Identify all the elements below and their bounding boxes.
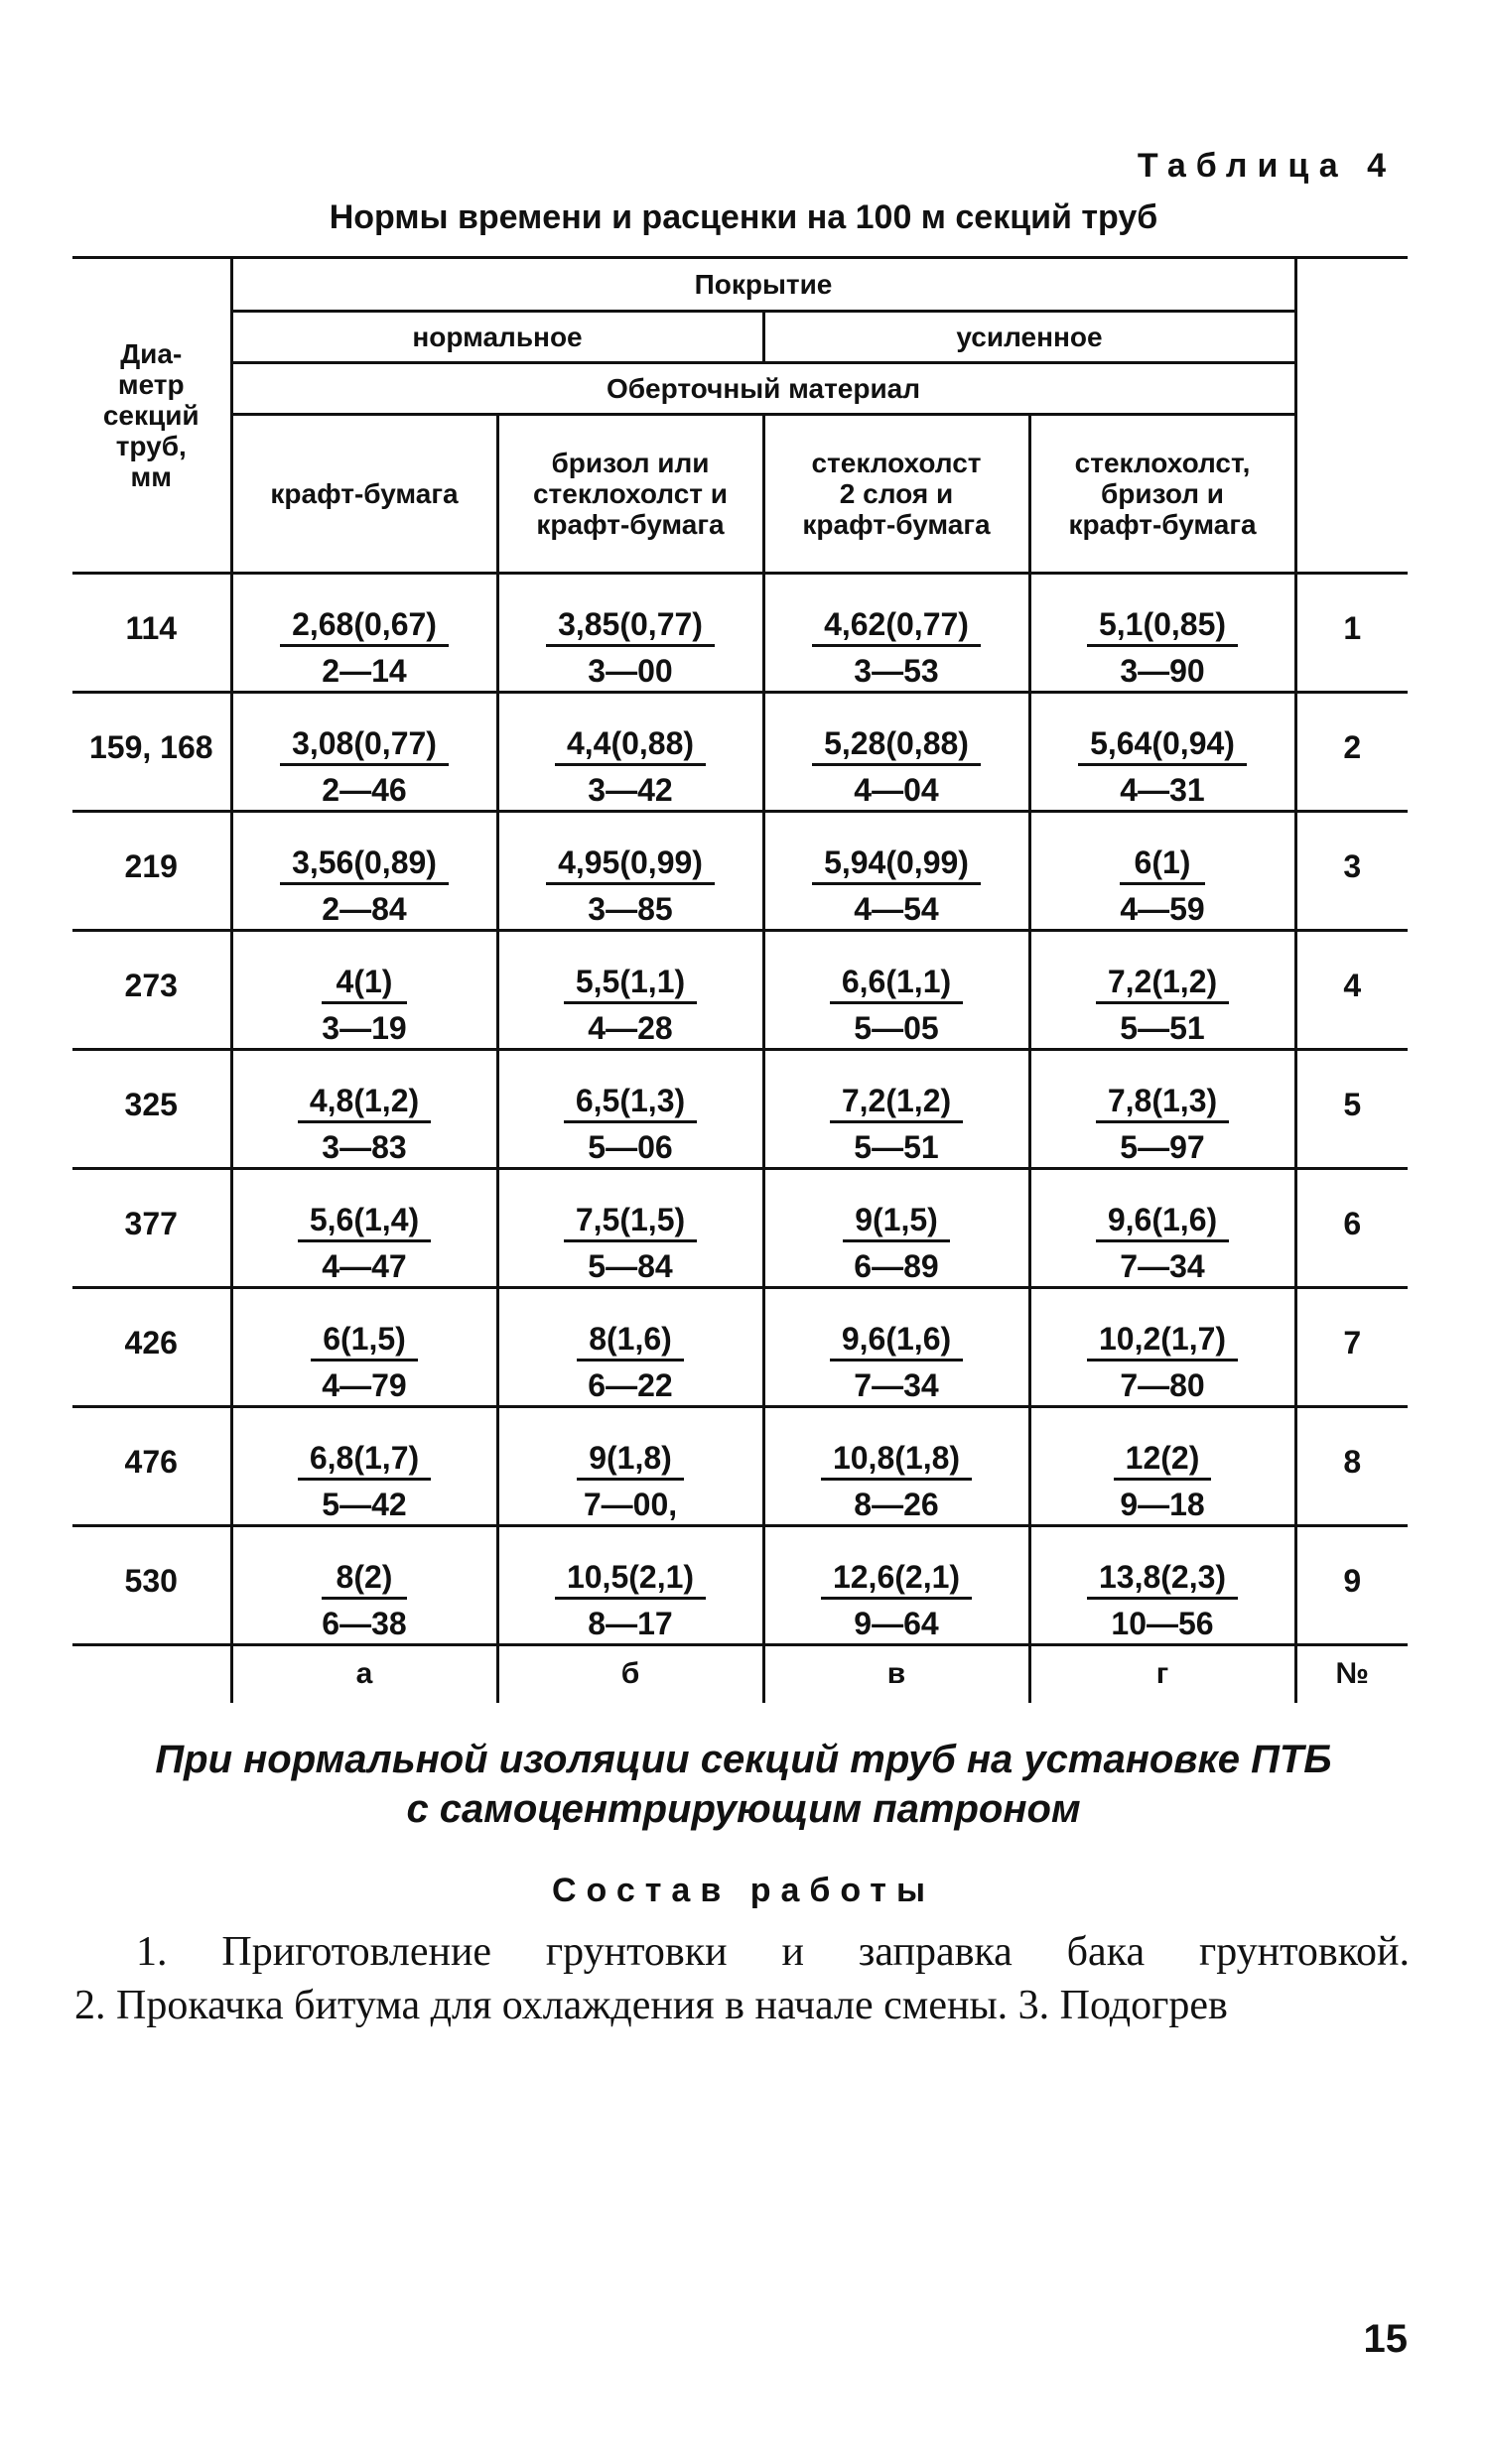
price-value: 2—84 xyxy=(322,891,407,927)
row-number: 4 xyxy=(1295,931,1408,1050)
table-title: Нормы времени и расценки на 100 м секций труб xyxy=(329,198,1158,236)
coating-header: Покрытие xyxy=(231,258,1295,312)
price-value: 2—14 xyxy=(322,653,407,689)
table-row xyxy=(72,693,1408,812)
diameter-cell: 219 xyxy=(72,812,231,931)
price-value: 5—51 xyxy=(1120,1010,1205,1046)
norm-value: 4,62(0,77) xyxy=(812,604,981,647)
rate-cell xyxy=(1029,1407,1295,1526)
price-value: 7—00, xyxy=(583,1487,678,1522)
rate-cell xyxy=(763,931,1029,1050)
rate-cell xyxy=(1029,1288,1295,1407)
price-value: 8—26 xyxy=(854,1487,939,1522)
diameter-cell: 159, 168 xyxy=(72,693,231,812)
row-number: 8 xyxy=(1295,1407,1408,1526)
norm-value: 9(1,8) xyxy=(577,1438,684,1481)
price-value: 7—34 xyxy=(854,1367,939,1403)
norm-value: 5,28(0,88) xyxy=(812,723,981,766)
rate-cell xyxy=(1029,693,1295,812)
coating-normal-header: нормальное xyxy=(231,312,763,363)
price-value: 7—34 xyxy=(1120,1248,1205,1284)
norm-value: 6,8(1,7) xyxy=(298,1438,431,1481)
rate-cell xyxy=(763,693,1029,812)
norm-value: 6,5(1,3) xyxy=(564,1081,697,1123)
row-number: 5 xyxy=(1295,1050,1408,1169)
norm-value: 10,5(2,1) xyxy=(555,1557,706,1600)
price-value: 4—47 xyxy=(322,1248,407,1284)
price-value: 4—04 xyxy=(854,772,939,808)
norm-value: 4(1) xyxy=(322,962,406,1004)
norm-value: 5,64(0,94) xyxy=(1078,723,1247,766)
paragraph-line: 2. Прокачка битума для охлаждения в начале смены. 3. Подогрев xyxy=(74,1983,1228,2028)
norm-value: 3,56(0,89) xyxy=(280,843,449,885)
rate-cell xyxy=(763,1288,1029,1407)
table-label: Таблица 4 xyxy=(1137,147,1396,185)
rate-cell xyxy=(231,574,497,693)
rate-cell xyxy=(497,812,763,931)
rate-cell xyxy=(231,1407,497,1526)
price-value: 4—59 xyxy=(1120,891,1205,927)
norm-value: 6(1,5) xyxy=(311,1319,418,1362)
page-number: 15 xyxy=(1363,2317,1408,2361)
rate-cell xyxy=(1029,1050,1295,1169)
price-value: 6—89 xyxy=(854,1248,939,1284)
price-value: 9—18 xyxy=(1120,1487,1205,1522)
rate-cell xyxy=(497,1050,763,1169)
norm-value: 7,8(1,3) xyxy=(1096,1081,1229,1123)
rate-cell xyxy=(1029,1526,1295,1645)
norm-value: 4,4(0,88) xyxy=(555,723,706,766)
norm-value: 5,1(0,85) xyxy=(1087,604,1238,647)
norm-value: 12,6(2,1) xyxy=(821,1557,972,1600)
norm-value: 4,95(0,99) xyxy=(546,843,715,885)
column-letter: б xyxy=(497,1645,763,1703)
column-letter: а xyxy=(231,1645,497,1703)
material-header-a: крафт-бумага xyxy=(231,415,497,574)
rate-cell xyxy=(231,931,497,1050)
rate-cell xyxy=(497,693,763,812)
price-value: 4—54 xyxy=(854,891,939,927)
diameter-cell: 273 xyxy=(72,931,231,1050)
diameter-header: Диа- метр секций труб, мм xyxy=(72,258,231,574)
price-value: 5—84 xyxy=(588,1248,673,1284)
rate-cell xyxy=(497,1288,763,1407)
diameter-cell: 377 xyxy=(72,1169,231,1288)
footer-empty-cell xyxy=(72,1645,231,1703)
price-value: 4—79 xyxy=(322,1367,407,1403)
rate-cell xyxy=(763,574,1029,693)
table-row xyxy=(72,812,1408,931)
table-row xyxy=(72,931,1408,1050)
table-row xyxy=(72,1169,1408,1288)
price-value: 5—97 xyxy=(1120,1129,1205,1165)
rate-cell xyxy=(231,812,497,931)
norm-value: 12(2) xyxy=(1114,1438,1212,1481)
norm-value: 3,85(0,77) xyxy=(546,604,715,647)
rate-cell xyxy=(1029,1169,1295,1288)
price-value: 3—83 xyxy=(322,1129,407,1165)
diameter-cell: 476 xyxy=(72,1407,231,1526)
price-value: 3—00 xyxy=(588,653,673,689)
rate-cell xyxy=(231,1526,497,1645)
row-number: 9 xyxy=(1295,1526,1408,1645)
norm-value: 6,6(1,1) xyxy=(830,962,963,1004)
price-value: 6—38 xyxy=(322,1606,407,1641)
rate-cell xyxy=(763,1526,1029,1645)
table-row xyxy=(72,1050,1408,1169)
rate-cell xyxy=(763,1169,1029,1288)
row-number: 7 xyxy=(1295,1288,1408,1407)
diameter-cell: 530 xyxy=(72,1526,231,1645)
diameter-cell: 426 xyxy=(72,1288,231,1407)
rate-cell xyxy=(231,1288,497,1407)
material-header-c: стеклохолст 2 слоя и крафт-бумага xyxy=(763,415,1029,574)
price-value: 3—42 xyxy=(588,772,673,808)
rate-cell xyxy=(1029,812,1295,931)
table-row xyxy=(72,1407,1408,1526)
rate-cell xyxy=(231,1169,497,1288)
price-value: 3—53 xyxy=(854,653,939,689)
table-body xyxy=(72,574,1408,1703)
row-number: 1 xyxy=(1295,574,1408,693)
norm-value: 10,2(1,7) xyxy=(1087,1319,1238,1362)
price-value: 2—46 xyxy=(322,772,407,808)
price-value: 7—80 xyxy=(1120,1367,1205,1403)
norms-table xyxy=(72,256,1408,1703)
coating-reinforced-header: усиленное xyxy=(763,312,1295,363)
rate-cell xyxy=(497,574,763,693)
price-value: 4—28 xyxy=(588,1010,673,1046)
rate-cell xyxy=(763,1407,1029,1526)
price-value: 5—51 xyxy=(854,1129,939,1165)
column-letter: в xyxy=(763,1645,1029,1703)
rate-cell xyxy=(763,1050,1029,1169)
norm-value: 8(2) xyxy=(322,1557,406,1600)
work-composition-text xyxy=(74,1925,1410,2032)
price-value: 4—31 xyxy=(1120,772,1205,808)
price-value: 8—17 xyxy=(588,1606,673,1641)
rate-cell xyxy=(497,931,763,1050)
material-header-b: бризол или стеклохолст и крафт-бумага xyxy=(497,415,763,574)
price-value: 10—56 xyxy=(1111,1606,1214,1641)
price-value: 3—90 xyxy=(1120,653,1205,689)
price-value: 5—06 xyxy=(588,1129,673,1165)
norm-value: 4,8(1,2) xyxy=(298,1081,431,1123)
rate-cell xyxy=(497,1407,763,1526)
norm-value: 7,2(1,2) xyxy=(1096,962,1229,1004)
norm-value: 9(1,5) xyxy=(843,1200,950,1242)
norm-value: 2,68(0,67) xyxy=(280,604,449,647)
column-letters-row xyxy=(72,1645,1408,1703)
work-composition-title: Состав работы xyxy=(552,1872,935,1909)
row-number: 3 xyxy=(1295,812,1408,931)
norm-value: 9,6(1,6) xyxy=(830,1319,963,1362)
rate-cell xyxy=(1029,574,1295,693)
price-value: 5—42 xyxy=(322,1487,407,1522)
diameter-cell: 114 xyxy=(72,574,231,693)
paragraph-line: 1. Приготовление грунтовки и заправка бака грунтовкой. xyxy=(136,1929,1410,1975)
price-value: 5—05 xyxy=(854,1010,939,1046)
table-row xyxy=(72,1526,1408,1645)
rate-cell xyxy=(763,812,1029,931)
price-value: 9—64 xyxy=(854,1606,939,1641)
diameter-cell: 325 xyxy=(72,1050,231,1169)
rate-cell xyxy=(231,693,497,812)
rate-cell xyxy=(1029,931,1295,1050)
norm-value: 8(1,6) xyxy=(577,1319,684,1362)
rate-cell xyxy=(231,1050,497,1169)
section-subheading: При нормальной изоляции секций труб на установке ПТБ с самоцентрирующим патроном xyxy=(155,1738,1332,1831)
wrapping-material-header: Оберточный материал xyxy=(231,363,1295,415)
price-value: 6—22 xyxy=(588,1367,673,1403)
norm-value: 9,6(1,6) xyxy=(1096,1200,1229,1242)
price-value: 3—19 xyxy=(322,1010,407,1046)
price-value: 3—85 xyxy=(588,891,673,927)
norm-value: 6(1) xyxy=(1120,843,1204,885)
rate-cell xyxy=(497,1169,763,1288)
table-row xyxy=(72,574,1408,693)
number-header xyxy=(1295,258,1408,574)
norm-value: 5,94(0,99) xyxy=(812,843,981,885)
number-sign: № xyxy=(1335,1657,1369,1691)
norm-value: 3,08(0,77) xyxy=(280,723,449,766)
norm-value: 5,5(1,1) xyxy=(564,962,697,1004)
column-letter: г xyxy=(1029,1645,1295,1703)
table-row xyxy=(72,1288,1408,1407)
row-number: 2 xyxy=(1295,693,1408,812)
norm-value: 7,5(1,5) xyxy=(564,1200,697,1242)
row-number: 6 xyxy=(1295,1169,1408,1288)
norm-value: 10,8(1,8) xyxy=(821,1438,972,1481)
norm-value: 13,8(2,3) xyxy=(1087,1557,1238,1600)
norm-value: 7,2(1,2) xyxy=(830,1081,963,1123)
material-header-d: стеклохолст, бризол и крафт-бумага xyxy=(1029,415,1295,574)
norm-value: 5,6(1,4) xyxy=(298,1200,431,1242)
rate-cell xyxy=(497,1526,763,1645)
